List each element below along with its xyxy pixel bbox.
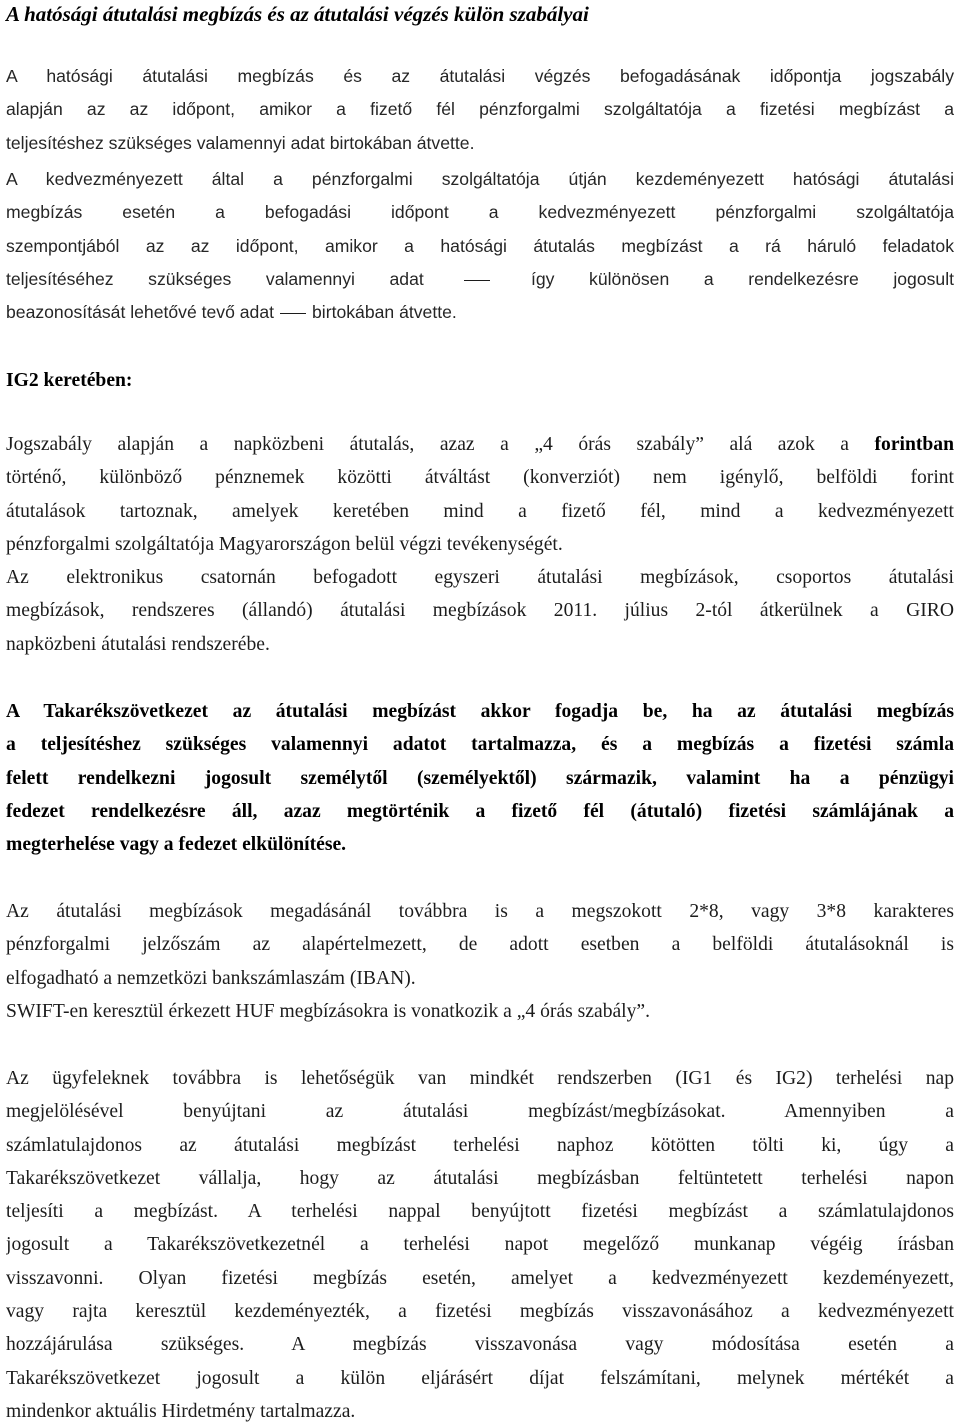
- paragraph-line: Az elektronikus csatornán befogadott egyszeri átutalási megbízások, csoportos átutalási: [6, 567, 954, 589]
- line-segment: teljesítéséhez szükséges valamennyi adat: [6, 268, 424, 289]
- paragraph-line: pénzforgalmi szolgáltatója Magyarországon belül végzi tevékenységét.: [6, 533, 563, 555]
- paragraph-line: pénzforgalmi jelzőszám az alapértelmezett, de adott esetben a belföldi átutalásoknál is: [6, 934, 954, 956]
- line-segment: beazonosítását lehetővé tevő adat: [6, 302, 275, 323]
- line-segment: így különösen a rendelkezésre jogosult: [530, 268, 954, 289]
- paragraph-befogadas-feltetelei: [6, 695, 954, 861]
- paragraph-line: történő, különböző pénznemek közötti átváltást (konverziót) nem igénylő, belföldi forint: [6, 467, 954, 489]
- paragraph-line: Az ügyfeleknek továbbra is lehetőségük van mindkét rendszerben (IG1 és IG2) terhelési nap: [6, 1068, 954, 1089]
- paragraph-line: vagy rajta keresztül kezdeményezték, a fizetési megbízás visszavonásához a kedvezményezett: [6, 1301, 954, 1323]
- paragraph-ig2: [6, 428, 954, 661]
- paragraph-line: a teljesítéshez szükséges valamennyi adatot tartalmazza, és a megbízás a fizetési számla: [6, 734, 954, 756]
- dash-mark: [280, 313, 306, 314]
- paragraph-terhelesi-nap: [6, 1062, 954, 1428]
- section-heading-ig2: IG2 keretében:: [6, 370, 133, 391]
- paragraph-line: elfogadható a nemzetközi bankszámlaszám (IBAN).: [6, 967, 416, 989]
- line-segment: Jogszabály alapján a napközbeni átutalás, azaz a „4 órás szabály” alá azok a: [6, 434, 849, 455]
- paragraph-line: [6, 296, 954, 329]
- paragraph-line: [6, 263, 954, 296]
- document-heading: A hatósági átutalási megbízás és az átutalási végzés külön szabályai: [6, 2, 589, 26]
- bold-word: forintban: [874, 434, 954, 455]
- paragraph-kedvezmenyezett: [6, 163, 954, 329]
- paragraph-line: SWIFT-en keresztül érkezett HUF megbízásokra is vonatkozik a „4 órás szabály”.: [6, 1000, 651, 1022]
- paragraph-line: szempontjából az az időpont, amikor a hatósági átutalás megbízást a rá háruló feladatok: [6, 235, 954, 256]
- paragraph-line: megjelölésével benyújtani az átutalási megbízást/megbízásokat. Amennyiben a: [6, 1101, 954, 1123]
- paragraph-jelzoszam: [6, 895, 954, 1028]
- paragraph-line: visszavonni. Olyan fizetési megbízás esetén, amelyet a kedvezményezett kezdeményezett,: [6, 1267, 954, 1289]
- paragraph-line: alapján az az időpont, amikor a fizető fél pénzforgalmi szolgáltatója a fizetési megbízást a: [6, 99, 954, 120]
- line-segment: birtokában átvette.: [312, 302, 457, 323]
- paragraph-line: napközbeni átutalási rendszerébe.: [6, 633, 270, 655]
- paragraph-line: felett rendelkezni jogosult személytől (személyektől) származik, valamint ha a pénzügyi: [6, 767, 954, 789]
- paragraph-line: Takarékszövetkezet vállalja, hogy az átutalási megbízásban feltüntetett terhelési napon: [6, 1167, 954, 1189]
- paragraph-line: [6, 428, 954, 461]
- paragraph-line: megterhelése vagy a fedezet elkülönítése.: [6, 834, 347, 856]
- paragraph-line: átutalások tartoznak, amelyek keretében mind a fizető fél, mind a kedvezményezett: [6, 500, 954, 522]
- paragraph-line: A hatósági átutalási megbízás és az átutalási végzés befogadásának időpontja jogszabály: [6, 66, 954, 86]
- paragraph-line: jogosult a Takarékszövetkezetnél a terhelési napot megelőző munkanap végéig írásban: [6, 1234, 954, 1256]
- paragraph-line: teljesítéshez szükséges valamennyi adat birtokában átvette.: [6, 132, 475, 153]
- paragraph-line: Az átutalási megbízások megadásánál továbbra is a megszokott 2*8, vagy 3*8 karakteres: [6, 901, 954, 922]
- paragraph-line: mindenkor aktuális Hirdetmény tartalmazza.: [6, 1400, 356, 1422]
- paragraph-line: megbízások, rendszeres (állandó) átutalási megbízások 2011. július 2-tól átkerülnek a GIRO: [6, 600, 954, 622]
- paragraph-line: számlatulajdonos az átutalási megbízást terhelési naphoz kötötten tölti ki, úgy a: [6, 1134, 954, 1156]
- paragraph-line: megbízás esetén a befogadási időpont a kedvezményezett pénzforgalmi szolgáltatója: [6, 202, 954, 223]
- paragraph-line: teljesíti a megbízást. A terhelési nappal benyújtott fizetési megbízást a számlatulajdonos: [6, 1201, 954, 1223]
- paragraph-befogadas: [6, 60, 954, 160]
- paragraph-line: A Takarékszövetkezet az átutalási megbízást akkor fogadja be, ha az átutalási megbízás: [6, 701, 954, 722]
- paragraph-line: hozzájárulása szükséges. A megbízás visszavonása vagy módosítása esetén a: [6, 1334, 954, 1356]
- paragraph-line: Takarékszövetkezet jogosult a külön eljárásért díjat felszámítani, melynek mértékét a: [6, 1367, 954, 1389]
- dash-mark: [464, 280, 490, 281]
- paragraph-line: A kedvezményezett által a pénzforgalmi szolgáltatója útján kezdeményezett hatósági átutalási: [6, 169, 954, 189]
- paragraph-line: fedezet rendelkezésre áll, azaz megtörténik a fizető fél (átutaló) fizetési számlájának a: [6, 800, 954, 822]
